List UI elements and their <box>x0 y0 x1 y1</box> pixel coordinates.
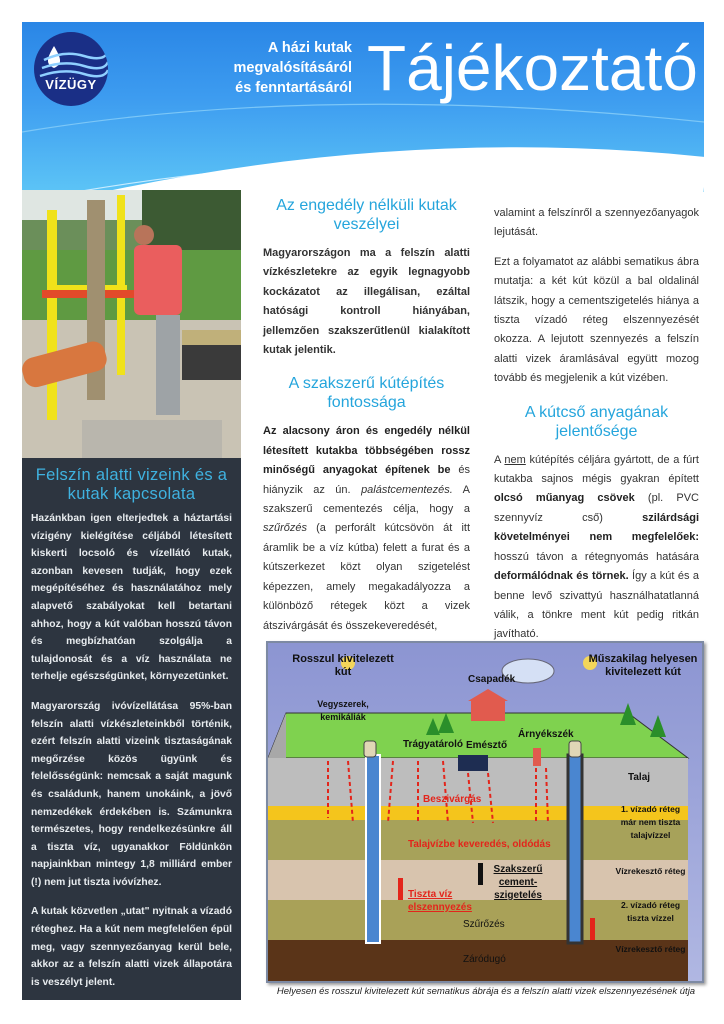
logo-text: VÍZÜGY <box>45 77 97 92</box>
section-heading-professional: A szakszerű kútépítés fontossága <box>288 375 445 412</box>
section-heading-pipe-material: A kútcső anyagának jelentősége <box>524 403 669 440</box>
text-run: A <box>494 453 505 466</box>
good-well-head <box>569 741 581 757</box>
bad-well-head <box>364 741 376 757</box>
outhouse-label: Árnyékszék <box>518 729 574 740</box>
well-schematic-figure <box>266 641 704 983</box>
text-run: A szakszerű cementezés célja, hogy a <box>263 483 470 516</box>
figure-caption: Helyesen és rosszul kivitelezett kút sematikus ábrája és a felszín alatti vizek elszennyezésének útja <box>276 986 696 997</box>
warning-icon <box>398 878 403 900</box>
cement-label: Szakszerű cement-szigetelés <box>493 864 543 901</box>
aquitard2-label: Vízrekesztő réteg <box>615 944 686 954</box>
section-heading-dangers: Az engedély nélküli kutak veszélyei <box>276 197 457 233</box>
septic-tank <box>458 755 488 771</box>
bad-well-label: Rosszul kivitelezett kút <box>292 653 394 678</box>
bad-well-pipe <box>366 755 380 943</box>
aquifer2-label: 2. vízadó réteg tiszta vízzel <box>620 900 681 923</box>
dangers-paragraph: Magyarországon ma a felszín alatti vízkészletekre az egyik legnagyobb kockázatot az illegálisan, ezáltal hatósági kontroll hiányában, jellemzően szakszerűtlenül kialakított kutak jelentik. <box>263 247 470 357</box>
continued-paragraph: valamint a felszínről a szennyezőanyagok lejutását. <box>494 207 699 239</box>
soil-label: Talaj <box>628 772 651 783</box>
sidebar-paragraph: Hazánkban igen elterjedtek a háztartási vízigény kielégítése céljából létesített kiskerti locsoló és vízellátó kutak, azonban kevesen tudják, hogy ezek megépítéséhez és használatához mely alapvető szabályokat kell betartani ahhoz, hogy a kút valóban hosszú távon és megbízhatóan szolgálja a tulajdonosát és a víz használata ne terhelje egészségünket, környezetünket. <box>31 513 232 683</box>
professional-paragraph <box>263 422 470 635</box>
house-roof <box>468 689 508 701</box>
warning-icon <box>590 918 595 940</box>
emphasis: Az alacsony áron és engedély nélkül létesített kutakba többségében rossz minőségű anyagokat építenek be <box>263 425 470 477</box>
text-run: (pl. PVC szennyvíz cső) <box>494 492 699 524</box>
infiltration-label: Beszivárgás <box>423 794 482 805</box>
vizugy-logo <box>34 32 108 106</box>
outhouse <box>533 748 541 766</box>
tree <box>650 715 666 737</box>
header-banner <box>22 22 704 192</box>
septic-label: Emésztő <box>466 740 508 751</box>
page-title: Tájékoztató <box>367 32 698 104</box>
rain-label: Csapadék <box>468 674 516 685</box>
subtitle <box>222 38 352 98</box>
subtitle-line: megvalósításáról <box>233 60 352 76</box>
aquitard1-label: Vízrekesztő réteg <box>615 866 686 876</box>
text-run: hosszú távon a rétegnyomás hatására <box>494 550 699 563</box>
text-run: és hiányzik az ún. <box>263 464 470 496</box>
subtitle-line: A házi kutak <box>267 40 352 56</box>
column-middle <box>263 196 470 646</box>
emphasis: olcsó műanyag csövek <box>494 492 635 505</box>
chemicals-label: Vegyszerek, kemikáliák <box>317 699 369 722</box>
sidebar-infobox <box>22 458 241 1000</box>
screen-label: Szűrőzés <box>463 919 505 930</box>
emphasis: deformálódnak és törnek. <box>494 570 629 583</box>
underlined: nem <box>504 453 526 466</box>
subtitle-line: és fenntartásáról <box>235 80 352 96</box>
process-paragraph: Ezt a folyamatot az alábbi sematikus ábra mutatja: a két kút közül a bal oldalinál látszik, hogy a cementszigetelés hiánya a tiszta vízadó réteg elszennyezését okozza. A lejutott szennyezés a felszín alatti vizek áramlásával együtt mozog tovább és megjelenik a kút vizében. <box>494 255 699 385</box>
term: palástcementezés. <box>361 483 453 496</box>
house <box>471 701 505 721</box>
pollution-label: Tiszta víz elszennyezés <box>408 889 472 913</box>
photo-illustration <box>22 190 241 458</box>
sidebar-heading: Felszín alatti vizeink és a kutak kapcsolata <box>35 466 228 503</box>
text-run: (a perforált kútcsövön át itt áramlik be a víz kútba) felett a furat és a kútszerkezet közt olyan szigetelést képezzen, amely megakadályozza a különböző rétegek közt a vizek átszivárgását és összekeveredését, <box>263 522 470 632</box>
good-well-label: Műszakilag helyesen kivitelezett kút <box>588 653 698 678</box>
aquifer1-label: 1. vízadó réteg már nem tiszta talajvízzel <box>620 804 681 840</box>
text-run: kútépítés céljára gyártott, de a fúrt kutakba sajnos mégis gyakran épített <box>494 453 699 486</box>
emphasis: szilárdsági követelményei nem megfelelőek: <box>494 511 699 544</box>
sidebar-paragraph: Magyarország ivóvízellátása 95%-ban felszín alatti vízkészleteinkből történik, ezért felszín alatti vizeink tisztaságának megőrzése közös ügyünk és felelősségünk: nemcsak a saját magunk és családunk, hanem unokáink, a jövő nemzedékek érdekében is. Számunkra természetes, hogy rendelkezésünkre áll a tiszta víz, ugyanakkor Földünkön napjainkban mintegy 1,8 milliárd ember (!) nem jut tiszta ivóvízhez. <box>31 700 232 888</box>
text-run: Így a kút és a benne levő szivattyú használhatatlanná válik, a tönkre ment kút pedig ritkán javítható. <box>494 570 699 641</box>
plug-label: Záródugó <box>463 954 506 965</box>
sidebar-paragraph: A kutak közvetlen „utat" nyitnak a vízadó réteghez. Ha a kút nem megfelelően épül meg, vagy szennyezőanyag kerül bele, akkor az a felszín alatti vizek állapotára is veszélyt jelent. <box>31 906 232 988</box>
warning-icon <box>478 863 483 885</box>
column-right <box>494 204 699 655</box>
good-well-pipe <box>568 755 582 943</box>
term: szűrőzés <box>263 522 308 535</box>
water-drop-icon <box>34 32 108 106</box>
well-drilling-photo <box>22 190 241 458</box>
manure-label: Trágyatároló <box>403 739 464 750</box>
mixing-label: Talajvízbe keveredés, oldódás <box>408 839 551 850</box>
pipe-material-paragraph <box>494 451 699 645</box>
